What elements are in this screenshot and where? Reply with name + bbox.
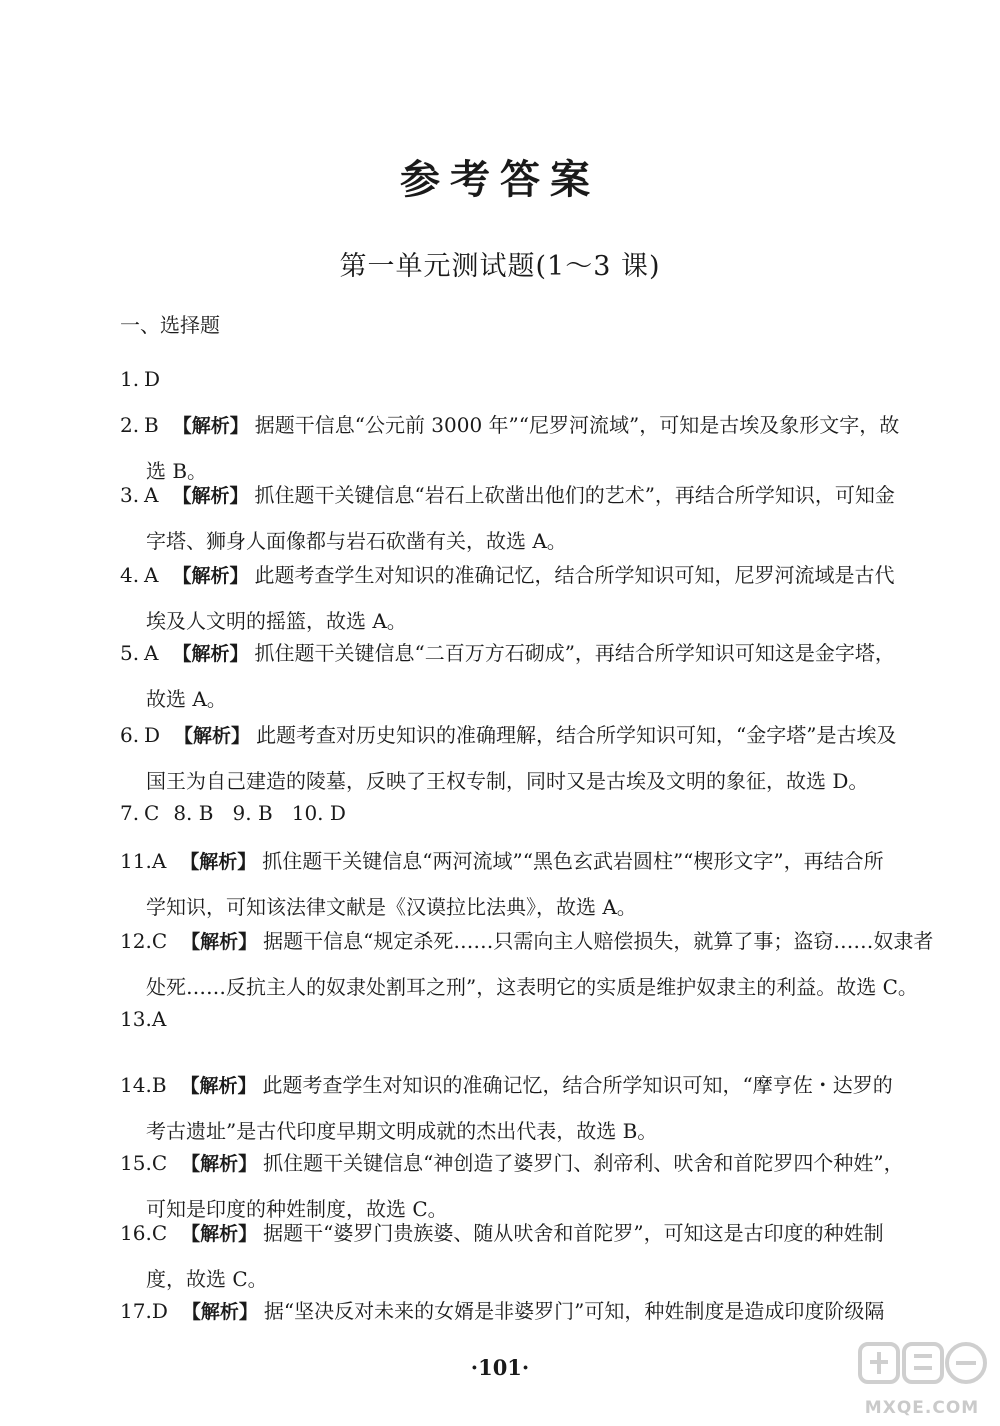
question-number: 5. bbox=[120, 641, 140, 665]
analysis-continuation: 字塔、狮身人面像都与岩石砍凿有关，故选 A。 bbox=[146, 529, 567, 553]
analysis-continuation: 选 B。 bbox=[146, 459, 208, 483]
analysis-text: 抓住题干关键信息“神创造了婆罗门、刹帝利、吠舍和首陀罗四个种姓”， bbox=[263, 1151, 904, 1175]
page-title: 参考答案 bbox=[400, 157, 600, 203]
analysis-text: 据“坚决反对未来的女婿是非婆罗门”可知，种姓制度是造成印度阶级隔 bbox=[263, 1299, 885, 1323]
analysis-text: 此题考查学生对知识的准确记忆，结合所学知识可知，“摩亨佐・达罗的 bbox=[262, 1073, 893, 1097]
answer-letter: D bbox=[151, 1299, 168, 1323]
analysis-tag: 【解析】 bbox=[172, 643, 249, 665]
answer-letter: B bbox=[151, 1073, 167, 1097]
analysis-continuation: 度，故选 C。 bbox=[146, 1267, 268, 1291]
answer-letter: C bbox=[151, 929, 168, 953]
analysis-continuation: 故选 A。 bbox=[146, 687, 227, 711]
question-number: 17. bbox=[120, 1299, 152, 1323]
analysis-continuation: 可知是印度的种姓制度，故选 C。 bbox=[146, 1197, 448, 1221]
analysis-continuation: 学知识，可知该法律文献是《汉谟拉比法典》，故选 A。 bbox=[146, 895, 637, 919]
answer-line bbox=[120, 918, 934, 964]
answer-line bbox=[120, 356, 910, 402]
question-number: 12. bbox=[120, 929, 152, 953]
analysis-text: 此题考查对历史知识的准确理解，结合所学知识可知，“金字塔”是古埃及 bbox=[256, 723, 897, 747]
question-number: 7. bbox=[120, 801, 140, 825]
watermark-text: MXQE.COM bbox=[864, 1398, 980, 1418]
answer-item bbox=[120, 838, 910, 930]
answer-item bbox=[120, 472, 910, 564]
question-number: 3. bbox=[120, 483, 140, 507]
analysis-tag: 【解析】 bbox=[180, 1075, 257, 1097]
question-number: 4. bbox=[120, 563, 140, 587]
answer-line bbox=[120, 838, 910, 884]
analysis-tag: 【解析】 bbox=[180, 851, 257, 873]
answer-letter: A bbox=[151, 849, 167, 873]
watermark-logo bbox=[852, 1338, 992, 1418]
answer-line bbox=[120, 630, 910, 676]
answer-item bbox=[120, 630, 910, 722]
analysis-continuation: 埃及人文明的摇篮，故选 A。 bbox=[146, 609, 407, 633]
analysis-text: 抓住题干关键信息“岩石上砍凿出他们的艺术”，再结合所学知识，可知金 bbox=[254, 483, 895, 507]
section-heading: 一、选择题 bbox=[120, 313, 220, 337]
analysis-tag: 【解析】 bbox=[174, 725, 251, 747]
answer-letter: A bbox=[151, 1007, 167, 1031]
answer-letter: C bbox=[151, 1151, 168, 1175]
analysis-text: 据题干信息“公元前 3000 年”“尼罗河流域”，可知是古埃及象形文字，故 bbox=[254, 413, 900, 437]
analysis-tag: 【解析】 bbox=[181, 1223, 258, 1245]
answer-line bbox=[120, 402, 910, 448]
analysis-text: 此题考查学生对知识的准确记忆，结合所学知识可知，尼罗河流域是古代 bbox=[254, 563, 895, 587]
analysis-text: 抓住题干关键信息“二百万方石砌成”，再结合所学知识可知这是金字塔， bbox=[254, 641, 895, 665]
answer-line bbox=[120, 1062, 910, 1108]
analysis-text: 据题干信息“规定杀死……只需向主人赔偿损失，就算了事；盗窃……奴隶者 bbox=[263, 929, 934, 953]
analysis-tag: 【解析】 bbox=[181, 1301, 258, 1323]
analysis-continuation: 处死……反抗主人的奴隶处割耳之刑”，这表明它的实质是维护奴隶主的利益。故选 C。 bbox=[146, 975, 918, 999]
watermark-icon bbox=[852, 1338, 992, 1398]
answer-letter: C bbox=[151, 1221, 168, 1245]
question-number: 15. bbox=[120, 1151, 152, 1175]
question-number: 13. bbox=[120, 1007, 152, 1031]
question-number: 14. bbox=[120, 1073, 152, 1097]
answer-letter: D bbox=[144, 367, 161, 391]
answer-line bbox=[120, 472, 910, 518]
answer-letter: C bbox=[144, 801, 160, 825]
unit-subtitle: 第一单元测试题(1～3 课) bbox=[339, 251, 661, 282]
page-number: ·101· bbox=[470, 1355, 530, 1380]
answer-line bbox=[120, 790, 910, 836]
answer-line bbox=[120, 712, 910, 758]
question-number: 16. bbox=[120, 1221, 152, 1245]
inline-answers: 8. B 9. B 10. D bbox=[173, 801, 346, 825]
question-number: 2. bbox=[120, 413, 140, 437]
analysis-tag: 【解析】 bbox=[172, 485, 249, 507]
answer-line bbox=[120, 1140, 910, 1186]
question-number: 6. bbox=[120, 723, 140, 747]
analysis-tag: 【解析】 bbox=[181, 1153, 258, 1175]
answer-letter: D bbox=[144, 723, 161, 747]
analysis-continuation: 国王为自己建造的陵墓，反映了王权专制，同时又是古埃及文明的象征，故选 D。 bbox=[146, 769, 869, 793]
analysis-tag: 【解析】 bbox=[181, 931, 258, 953]
answer-letter: B bbox=[144, 413, 159, 437]
analysis-text: 抓住题干关键信息“两河流域”“黑色玄武岩圆柱”“楔形文字”，再结合所 bbox=[262, 849, 884, 873]
answer-item bbox=[120, 356, 910, 402]
analysis-tag: 【解析】 bbox=[172, 565, 249, 587]
analysis-text: 据题干“婆罗门贵族婆、随从吠舍和首陀罗”，可知这是古印度的种姓制 bbox=[263, 1221, 884, 1245]
answer-item bbox=[120, 996, 910, 1042]
answer-letter: A bbox=[144, 641, 159, 665]
answer-line bbox=[120, 1210, 910, 1256]
answer-item bbox=[120, 790, 910, 836]
question-number: 1. bbox=[120, 367, 140, 391]
answer-line bbox=[120, 996, 910, 1042]
answer-letter: A bbox=[144, 563, 159, 587]
answer-line bbox=[120, 1288, 910, 1334]
question-number: 11. bbox=[120, 849, 152, 873]
analysis-tag: 【解析】 bbox=[172, 415, 249, 437]
answer-line bbox=[120, 552, 910, 598]
answer-letter: A bbox=[144, 483, 159, 507]
analysis-continuation: 考古遗址”是古代印度早期文明成就的杰出代表，故选 B。 bbox=[146, 1119, 658, 1143]
answer-item bbox=[120, 1288, 910, 1334]
